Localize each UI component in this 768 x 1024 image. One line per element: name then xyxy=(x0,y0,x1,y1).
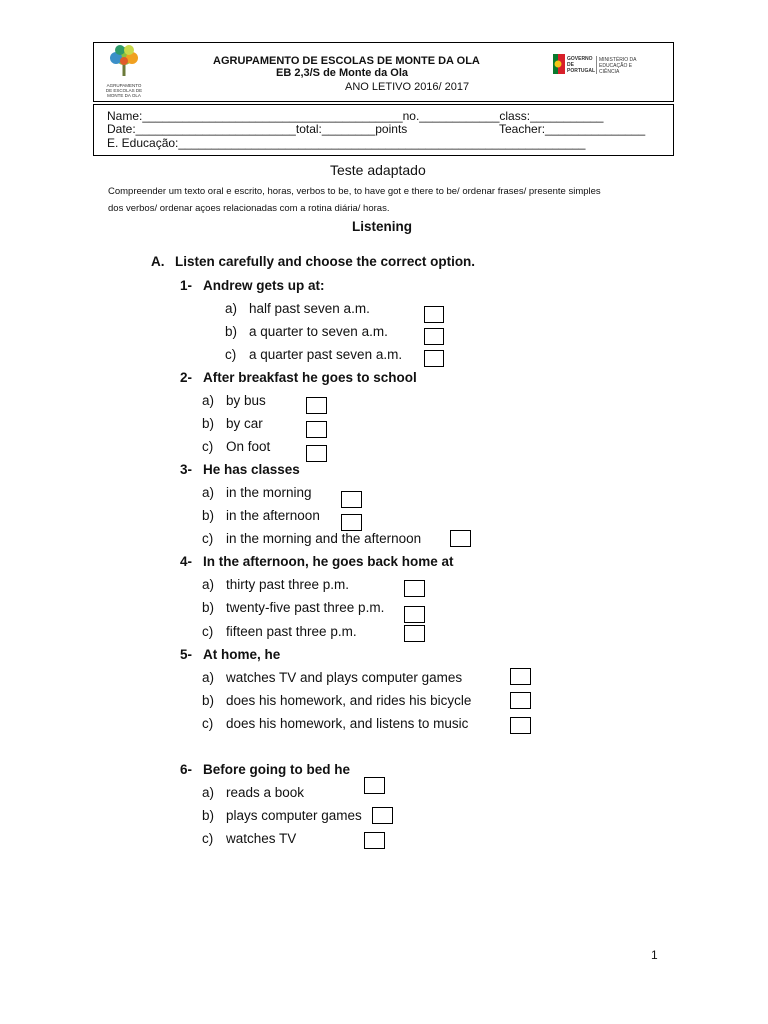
option-4b: b) twenty-five past three p.m. xyxy=(202,600,385,615)
option-6a: a) reads a book xyxy=(202,785,305,800)
question-6-text: Before going to bed he xyxy=(203,762,350,777)
checkbox-2c[interactable] xyxy=(306,445,327,462)
checkbox-6c[interactable] xyxy=(364,832,385,849)
checkbox-4a[interactable] xyxy=(404,580,425,597)
option-1c: c) a quarter past seven a.m. xyxy=(225,347,403,362)
option-2b: b) by car xyxy=(202,416,263,431)
school-logo-caption: AGRUPAMENTO DE ESCOLAS DE MONTE DA OLA xyxy=(105,83,143,98)
question-5-text: At home, he xyxy=(203,647,281,662)
question-6-number: 6- xyxy=(180,762,193,777)
school-logo xyxy=(104,44,144,98)
option-4a: a) thirty past three p.m. xyxy=(202,577,350,592)
checkbox-6a[interactable] xyxy=(364,777,385,794)
description-line-2: dos verbos/ ordenar açoes relacionadas com a rotina diária/ horas. xyxy=(108,203,390,214)
checkbox-1c[interactable] xyxy=(424,350,444,367)
option-1a: a) half past seven a.m. xyxy=(225,301,370,316)
option-6b: b) plays computer games xyxy=(202,808,362,823)
teacher-field[interactable]: Teacher:_______________ xyxy=(499,122,646,136)
question-3-number: 3- xyxy=(180,462,193,477)
option-5c: c) does his homework, and listens to music xyxy=(202,716,469,731)
exercise-instruction: Listen carefully and choose the correct option. xyxy=(175,254,476,269)
portugal-shield-icon xyxy=(553,54,565,74)
option-5a: a) watches TV and plays computer games xyxy=(202,670,463,685)
school-year: ANO LETIVO 2016/ 2017 xyxy=(345,81,470,93)
date-field[interactable]: Date:________________________total:________points xyxy=(107,122,408,136)
government-logo-text: GOVERNO DE PORTUGAL xyxy=(567,56,596,74)
name-field[interactable]: Name:_______________________________________no.____________class:___________ xyxy=(107,109,604,123)
question-1-number: 1- xyxy=(180,278,193,293)
checkbox-3a[interactable] xyxy=(341,491,362,508)
option-2c: c) On foot xyxy=(202,439,271,454)
question-4-number: 4- xyxy=(180,554,193,569)
ministry-text: MINISTÉRIO DA EDUCAÇÃO E CIÊNCIA xyxy=(599,57,637,75)
option-5b: b) does his homework, and rides his bicycle xyxy=(202,693,472,708)
option-3a: a) in the morning xyxy=(202,485,312,500)
test-title: Teste adaptado xyxy=(330,162,426,178)
question-5-number: 5- xyxy=(180,647,193,662)
checkbox-3c[interactable] xyxy=(450,530,471,547)
option-6c: c) watches TV xyxy=(202,831,297,846)
section-heading: Listening xyxy=(352,219,412,234)
checkbox-2b[interactable] xyxy=(306,421,327,438)
checkbox-3b[interactable] xyxy=(341,514,362,531)
checkbox-5a[interactable] xyxy=(510,668,531,685)
option-2a: a) by bus xyxy=(202,393,266,408)
question-2-text: After breakfast he goes to school xyxy=(203,370,417,385)
tree-logo-icon xyxy=(104,44,144,78)
checkbox-6b[interactable] xyxy=(372,807,393,824)
school-subname: EB 2,3/S de Monte da Ola xyxy=(276,67,409,79)
option-4c: c) fifteen past three p.m. xyxy=(202,624,357,639)
checkbox-5b[interactable] xyxy=(510,692,531,709)
government-logo xyxy=(553,54,643,80)
checkbox-5c[interactable] xyxy=(510,717,531,734)
exercise-label: A. xyxy=(151,254,165,269)
description-line-1: Compreender um texto oral e escrito, horas, verbos to be, to have got e there to be/ ordenar frases/ presente simples xyxy=(108,186,601,197)
checkbox-1a[interactable] xyxy=(424,306,444,323)
logo-divider xyxy=(596,56,597,74)
page-number: 1 xyxy=(651,948,658,962)
checkbox-1b[interactable] xyxy=(424,328,444,345)
checkbox-2a[interactable] xyxy=(306,397,327,414)
checkbox-4b[interactable] xyxy=(404,606,425,623)
question-2-number: 2- xyxy=(180,370,193,385)
question-3-text: He has classes xyxy=(203,462,300,477)
option-3c: c) in the morning and the afternoon xyxy=(202,531,422,546)
option-3b: b) in the afternoon xyxy=(202,508,320,523)
checkbox-4c[interactable] xyxy=(404,625,425,642)
question-4-text: In the afternoon, he goes back home at xyxy=(203,554,454,569)
guardian-field[interactable]: E. Educação:_____________________________________________________________ xyxy=(107,136,586,150)
question-1-text: Andrew gets up at: xyxy=(203,278,325,293)
option-1b: b) a quarter to seven a.m. xyxy=(225,324,388,339)
school-name: AGRUPAMENTO DE ESCOLAS DE MONTE DA OLA xyxy=(213,55,480,67)
